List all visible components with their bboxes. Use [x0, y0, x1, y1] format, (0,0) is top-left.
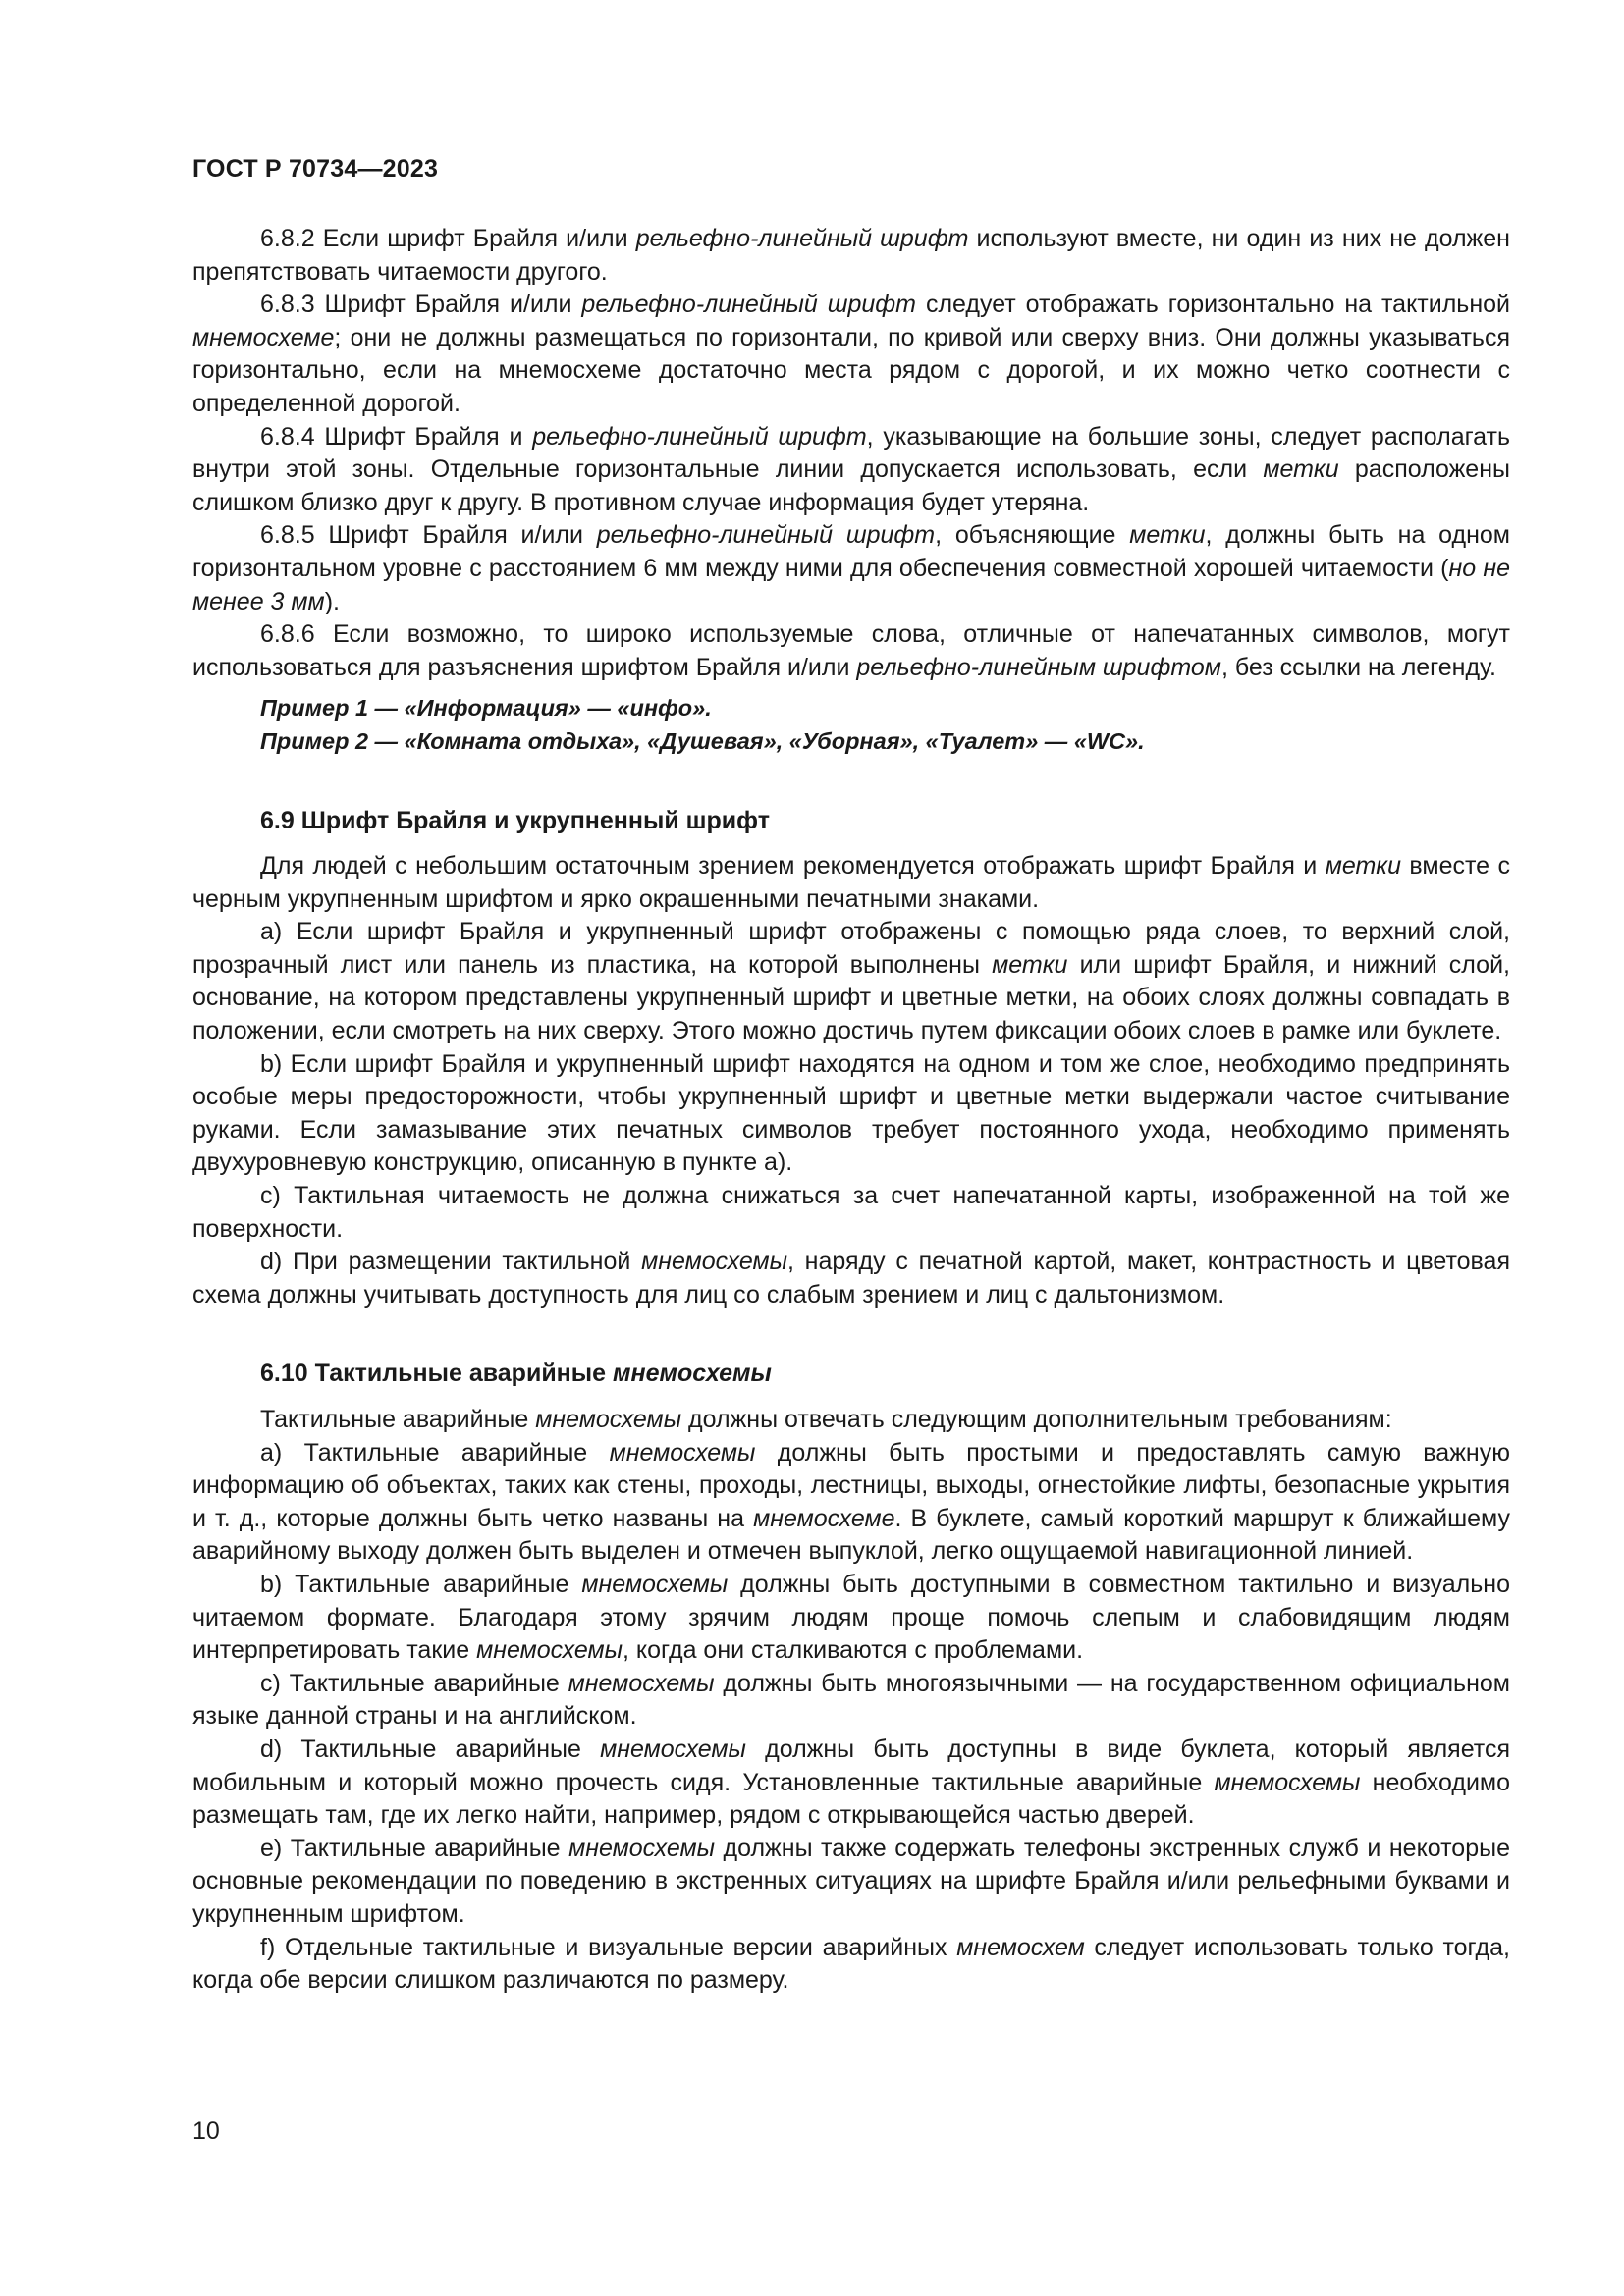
- section-6-10-item-c: c) Тактильные аварийные мнемосхемы должны быть многоязычными — на государственном официальном языке данной страны и на английском.: [192, 1669, 1510, 1731]
- section-6-10-item-d: d) Тактильные аварийные мнемосхемы должны быть доступны в виде буклета, который является мобильным и который можно прочесть сидя. Установленные тактильные аварийные мнемосхемы необходимо размещать там, где их легко найти, например, рядом с открывающейся частью дверей.: [192, 1735, 1510, 1830]
- section-6-10-item-f: f) Отдельные тактильные и визуальные версии аварийных мнемосхем следует использовать только тогда, когда обе версии слишком различаются по размеру.: [192, 1933, 1510, 1995]
- section-heading-6-9: 6.9 Шрифт Брайля и укрупненный шрифт: [260, 806, 770, 834]
- section-6-9-item-b: b) Если шрифт Брайля и укрупненный шрифт находятся на одном и том же слое, необходимо предпринять особые меры предосторожности, чтобы укрупненный шрифт и цветные метки выдержали частое считывание руками. Если замазывание этих печатных символов требует постоянного ухода, необходимо применять двухуровневую конструкцию, описанную в пункте а).: [192, 1049, 1510, 1177]
- clause-6-8-2: 6.8.2 Если шрифт Брайля и/или рельефно-линейный шрифт используют вместе, ни один из них не должен препятствовать читаемости другого.: [192, 225, 1510, 286]
- page-number: 10: [192, 2117, 220, 2145]
- section-6-10-item-e: e) Тактильные аварийные мнемосхемы должны также содержать телефоны экстренных служб и некоторые основные рекомендации по поведению в экстренных ситуациях на шрифте Брайля и/или рельефными буквами и укрупненным шрифтом.: [192, 1834, 1510, 1928]
- section-6-9-item-c: c) Тактильная читаемость не должна снижаться за счет напечатанной карты, изображенной на той же поверхности.: [192, 1182, 1510, 1243]
- clause-6-8-5: 6.8.5 Шрифт Брайля и/или рельефно-линейный шрифт, объясняющие метки, должны быть на одном горизонтальном уровне с расстоянием 6 мм между ними для обеспечения совместной хорошей читаемости (но не менее 3 мм).: [192, 521, 1510, 615]
- document-header: ГОСТ Р 70734—2023: [192, 155, 439, 183]
- example-1: Пример 1 — «Информация» — «инфо».: [260, 695, 712, 721]
- section-6-9-item-d: d) При размещении тактильной мнемосхемы, наряду с печатной картой, макет, контрастность и цветовая схема должны учитывать доступность для лиц со слабым зрением и лиц с дальтонизмом.: [192, 1248, 1510, 1308]
- example-2: Пример 2 — «Комната отдыха», «Душевая», «Уборная», «Туалет» — «WC».: [260, 727, 1145, 754]
- section-6-10-item-b: b) Тактильные аварийные мнемосхемы должны быть доступными в совместном тактильно и визуально читаемом формате. Благодаря этому зрячим людям проще помочь слепым и слабовидящим людям интерпретировать такие мнемосхемы, когда они сталкиваются с проблемами.: [192, 1570, 1510, 1665]
- clause-6-8-3: 6.8.3 Шрифт Брайля и/или рельефно-линейный шрифт следует отображать горизонтально на тактильной мнемосхеме; они не должны размещаться по горизонтали, по кривой или сверху вниз. Они должны указываться горизонтально, если на мнемосхеме достаточно места рядом с дорогой, и их можно четко соотнести с определенной дорогой.: [192, 291, 1510, 417]
- section-6-9-item-a: a) Если шрифт Брайля и укрупненный шрифт отображены с помощью ряда слоев, то верхний слой, прозрачный лист или панель из пластика, на которой выполнены метки или шрифт Брайля, и нижний слой, основание, на котором представлены укрупненный шрифт и цветные метки, на обоих слоях должны совпадать в положении, если смотреть на них сверху. Этого можно достичь путем фиксации обоих слоев в рамке или буклете.: [192, 918, 1510, 1045]
- document-body: [192, 223, 1510, 1998]
- section-6-9-intro: Для людей с небольшим остаточным зрением рекомендуется отображать шрифт Брайля и метки вместе с черным укрупненным шрифтом и ярко окрашенными печатными знаками.: [192, 852, 1511, 913]
- section-6-10-item-a: a) Тактильные аварийные мнемосхемы должны быть простыми и предоставлять самую важную информацию об объектах, таких как стены, проходы, лестницы, выходы, огнестойкие лифты, безопасные укрытия и т. д., которые должны быть четко названы на мнемосхеме. В буклете, самый короткий маршрут к ближайшему аварийному выходу должен быть выделен и отмечен выпуклой, легко ощущаемой навигационной линией.: [192, 1438, 1511, 1566]
- section-heading-6-10: 6.10 Тактильные аварийные мнемосхемы: [260, 1360, 772, 1388]
- clause-6-8-6: 6.8.6 Если возможно, то широко используемые слова, отличные от напечатанных символов, могут использоваться для разъяснения шрифтом Брайля и/или рельефно-линейным шрифтом, без ссылки на легенду.: [192, 620, 1510, 681]
- clause-6-8-4: 6.8.4 Шрифт Брайля и рельефно-линейный шрифт, указывающие на большие зоны, следует располагать внутри этой зоны. Отдельные горизонтальные линии допускается использовать, если метки расположены слишком близко друг к другу. В противном случае информация будет утеряна.: [192, 422, 1511, 516]
- section-6-10-intro: Тактильные аварийные мнемосхемы должны отвечать следующим дополнительным требованиям:: [260, 1406, 1392, 1433]
